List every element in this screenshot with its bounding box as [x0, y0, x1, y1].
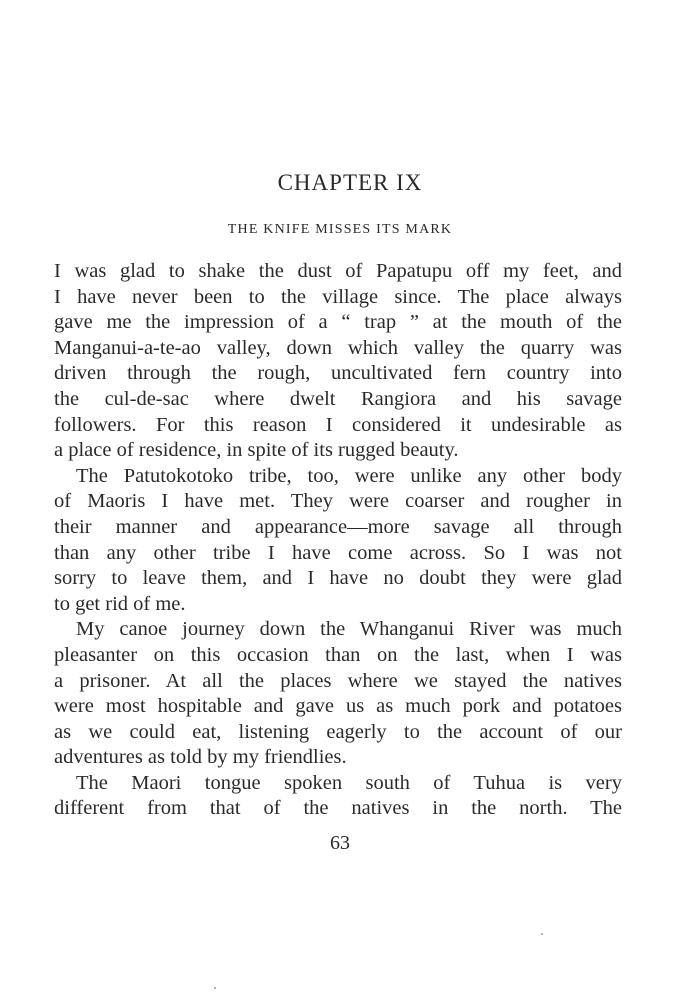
text-line: pleasanter on this occasion than on the last, when I was: [54, 643, 622, 666]
text-line: their manner and appearance—more savage all through: [54, 515, 622, 538]
paper-speck: [541, 933, 543, 935]
paper-speck: [214, 987, 216, 989]
text-line: a prisoner. At all the places where we stayed the natives: [54, 669, 622, 692]
text-line: The Maori tongue spoken south of Tuhua is very: [76, 771, 622, 794]
text-line: The Patutokotoko tribe, too, were unlike any other body: [76, 464, 622, 487]
text-line: Manganui-a-te-ao valley, down which valley the quarry was: [54, 336, 622, 359]
text-line: of Maoris I have met. They were coarser and rougher in: [54, 490, 622, 513]
text-line: I have never been to the village since. The place always: [54, 285, 622, 308]
text-line: sorry to leave them, and I have no doubt they were glad: [54, 567, 622, 590]
text-line: driven through the rough, uncultivated fern country into: [54, 362, 622, 385]
page-number: 63: [330, 832, 350, 854]
text-line: different from that of the natives in the north. The: [54, 797, 622, 820]
chapter-title: CHAPTER IX: [277, 170, 423, 195]
text-line: adventures as told by my friendlies.: [54, 746, 347, 769]
text-line: to get rid of me.: [54, 592, 186, 615]
text-line: gave me the impression of a “ trap ” at the mouth of the: [54, 311, 622, 334]
text-line: I was glad to shake the dust of Papatupu off my feet, and: [54, 260, 622, 282]
body-text: [54, 259, 622, 822]
chapter-subtitle: THE KNIFE MISSES ITS MARK: [227, 222, 453, 237]
text-line: were most hospitable and gave us as much pork and potatoes: [54, 695, 622, 718]
text-line: followers. For this reason I considered it undesirable as: [54, 413, 622, 436]
text-line: My canoe journey down the Whanganui River was much: [76, 618, 622, 641]
text-line: as we could eat, listening eagerly to the account of our: [54, 720, 622, 743]
text-line: a place of residence, in spite of its rugged beauty.: [54, 439, 459, 462]
text-line: the cul-de-sac where dwelt Rangiora and his savage: [54, 387, 622, 410]
text-line: than any other tribe I have come across. So I was not: [54, 541, 622, 564]
